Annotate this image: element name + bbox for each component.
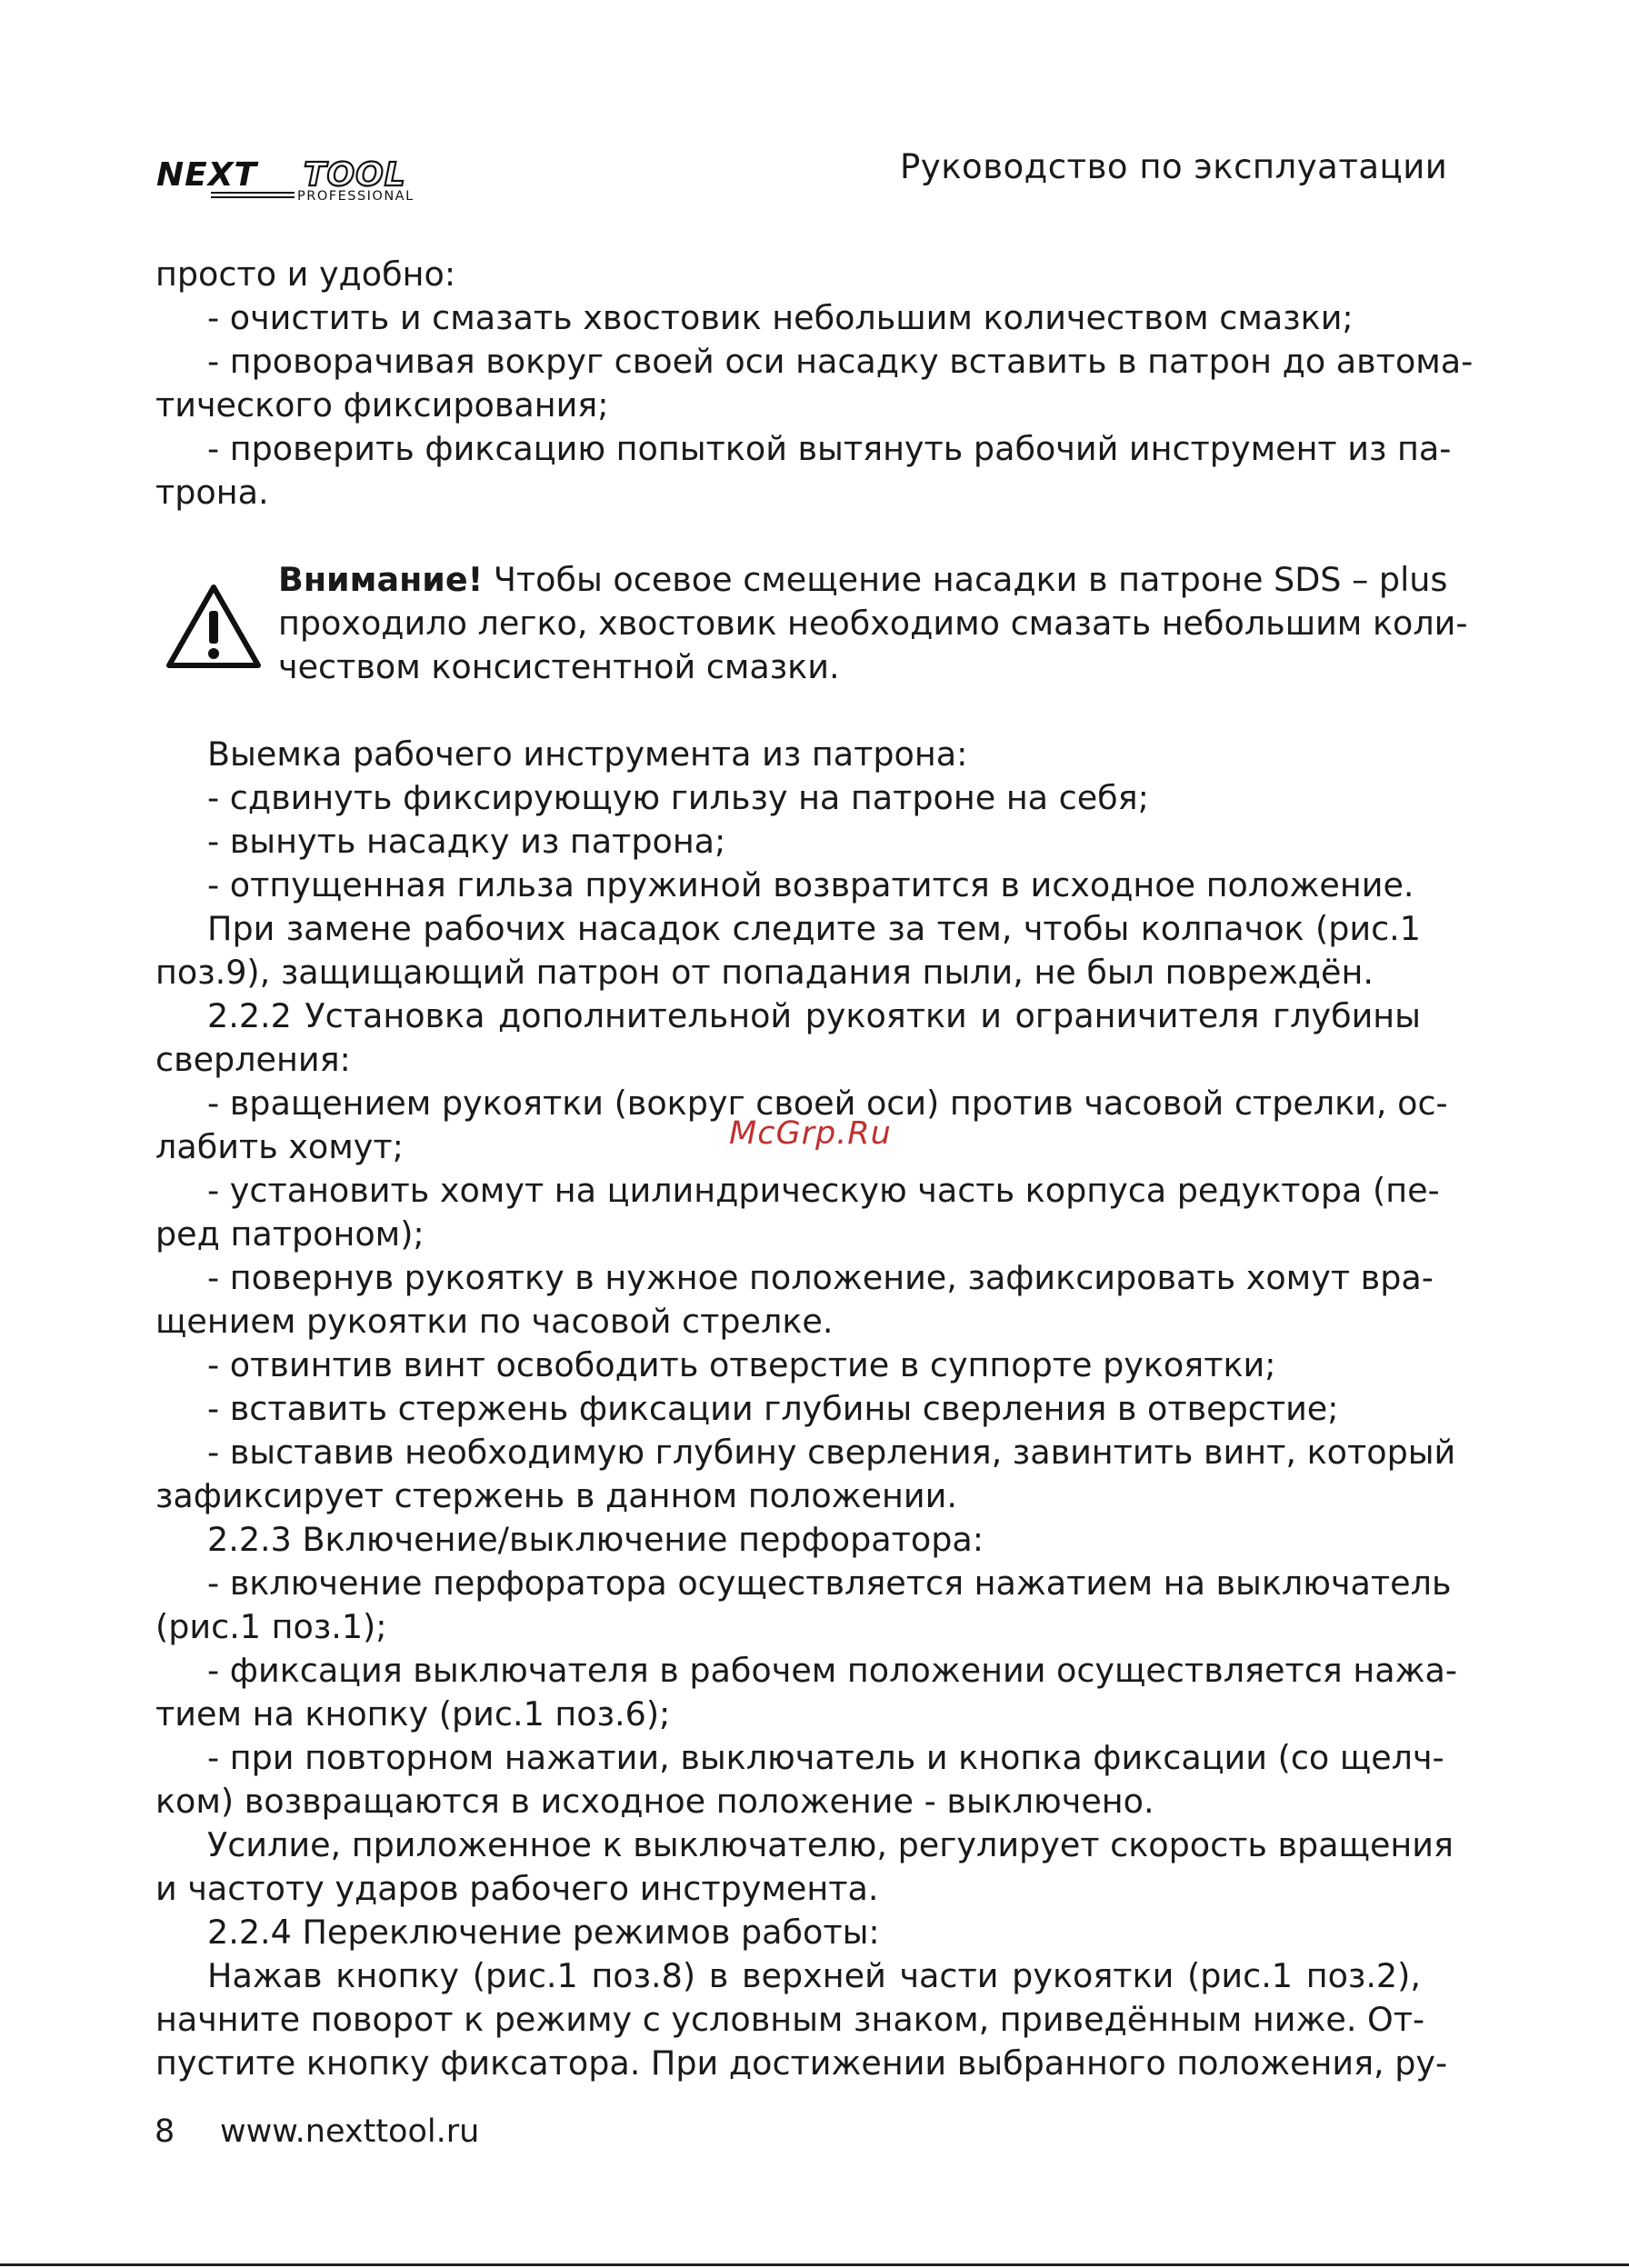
- text-line: 2.2.3 Включение/выключение перфоратора:: [207, 1520, 984, 1559]
- warning-triangle-icon: [164, 582, 264, 673]
- text-line: - отвинтив винт освободить отверстие в суппорте рукоятки;: [207, 1345, 1276, 1384]
- text-line: 2.2.2 Установка дополнительной рукоятки и ограничителя глубины: [207, 996, 1421, 1035]
- text-line: ком) возвращаются в исходное положение - выключено.: [155, 1782, 1154, 1821]
- text-line: - проверить фиксацию попыткой вытянуть рабочий инструмент из па-: [207, 429, 1452, 468]
- text-line: - выставив необходимую глубину сверления, завинтить винт, который: [207, 1433, 1456, 1472]
- text-line: ред патроном);: [155, 1214, 425, 1254]
- text-line: - вынуть насадку из патрона;: [207, 822, 726, 861]
- warning-line: проходило легко, хвостовик необходимо смазать небольшим коли-: [278, 604, 1468, 643]
- text-line: начните поворот к режиму с условным знаком, приведённым ниже. От-: [155, 2000, 1425, 2039]
- text-line: Усилие, приложенное к выключателю, регулирует скорость вращения: [207, 1825, 1454, 1864]
- warning-line: чеством консистентной смазки.: [278, 647, 840, 686]
- text-line: - проворачивая вокруг своей оси насадку вставить в патрон до автома-: [207, 342, 1474, 381]
- text-line: - вставить стержень фиксации глубины сверления в отверстие;: [207, 1389, 1339, 1428]
- warning-label: Внимание!: [278, 560, 484, 599]
- text-line: просто и удобно:: [155, 255, 456, 294]
- text-line: зафиксирует стержень в данном положении.: [155, 1476, 957, 1515]
- text-line: - вращением рукоятки (вокруг своей оси) против часовой стрелки, ос-: [207, 1084, 1448, 1123]
- text-line: При замене рабочих насадок следите за тем, чтобы колпачок (рис.1: [207, 909, 1421, 948]
- text-line: тием на кнопку (рис.1 поз.6);: [155, 1694, 671, 1733]
- text-line: тического фиксирования;: [155, 385, 609, 425]
- text-line: лабить хомут;: [155, 1127, 404, 1166]
- page-number: 8: [155, 2113, 175, 2150]
- text-line: и частоту ударов рабочего инструмента.: [155, 1869, 879, 1908]
- text-line: трона.: [155, 473, 269, 512]
- svg-text:PROFESSIONAL: PROFESSIONAL: [297, 189, 415, 204]
- text-line: 2.2.4 Переключение режимов работы:: [207, 1913, 880, 1952]
- text-line: Нажав кнопку (рис.1 поз.8) в верхней части рукоятки (рис.1 поз.2),: [207, 1956, 1421, 1995]
- text-line: поз.9), защищающий патрон от попадания пыли, не был повреждён.: [155, 953, 1374, 992]
- document-title: Руководство по эксплуатации: [900, 147, 1448, 186]
- text-line: щением рукоятки по часовой стрелке.: [155, 1302, 834, 1341]
- text-line: пустите кнопку фиксатора. При достижении выбранного положения, ру-: [155, 2043, 1448, 2083]
- text-line: - установить хомут на цилиндрическую часть корпуса редуктора (пе-: [207, 1171, 1440, 1210]
- watermark: McGrp.Ru: [729, 1115, 892, 1152]
- text-line: - очистить и смазать хвостовик небольшим количеством смазки;: [207, 298, 1354, 337]
- svg-text:NEXT: NEXT: [156, 156, 258, 194]
- text-line: - сдвинуть фиксирующую гильзу на патроне на себя;: [207, 778, 1149, 817]
- text-line: - при повторном нажатии, выключатель и кнопка фиксации (со щелч-: [207, 1738, 1444, 1777]
- text-line: (рис.1 поз.1);: [155, 1607, 387, 1646]
- warning-line: [278, 558, 1447, 602]
- warning-text: Чтобы осевое смещение насадки в патроне SDS – plus: [493, 560, 1448, 599]
- nexttool-logo: [156, 153, 493, 204]
- text-line: - повернув рукоятку в нужное положение, зафиксировать хомут вра-: [207, 1258, 1434, 1297]
- svg-text:TOOL: TOOL: [304, 156, 406, 194]
- text-line: - фиксация выключателя в рабочем положении осуществляется нажа-: [207, 1651, 1457, 1690]
- text-line: сверления:: [155, 1040, 351, 1079]
- text-line: - отпущенная гильза пружиной возвратится в исходное положение.: [207, 865, 1414, 904]
- text-line: Выемка рабочего инструмента из патрона:: [207, 734, 968, 774]
- text-line: - включение перфоратора осуществляется нажатием на выключатель: [207, 1564, 1452, 1603]
- bottom-divider: [0, 2263, 1629, 2266]
- footer-url[interactable]: www.nexttool.ru: [220, 2113, 480, 2150]
